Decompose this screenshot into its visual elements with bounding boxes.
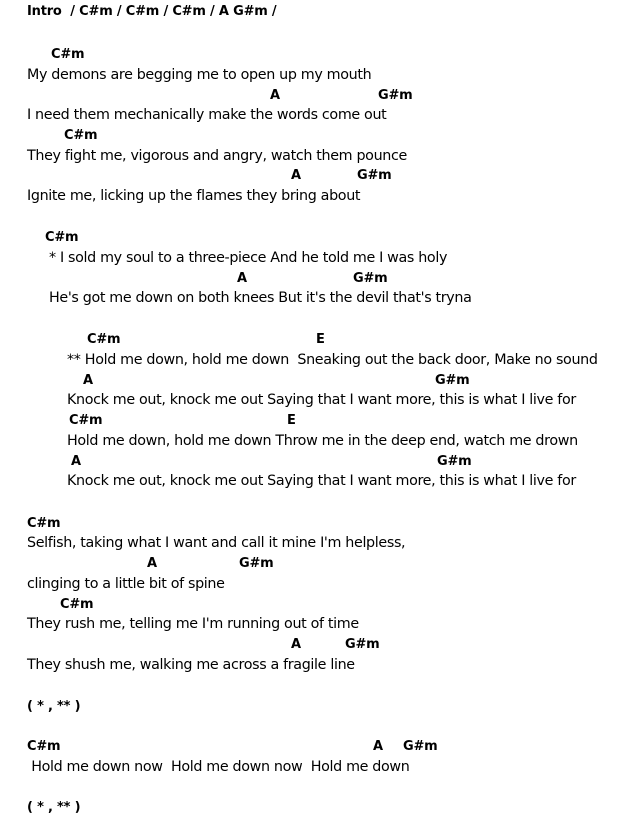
lyric-line: clinging to a little bit of spine bbox=[27, 576, 225, 592]
chord: C#m bbox=[51, 47, 85, 62]
chord: C#m bbox=[27, 516, 61, 531]
chord: A bbox=[147, 556, 157, 571]
lyric-line: Knock me out, knock me out Saying that I want more, this is what I live for bbox=[67, 392, 576, 408]
chord: C#m bbox=[69, 413, 103, 428]
chord: G#m bbox=[239, 556, 274, 571]
chord: C#m bbox=[27, 739, 61, 754]
lyric-line: Hold me down now Hold me down now Hold me down bbox=[27, 759, 410, 775]
chord: A bbox=[291, 168, 301, 183]
chord: G#m bbox=[353, 271, 388, 286]
chord: E bbox=[287, 413, 296, 428]
lyric-line: They shush me, walking me across a fragile line bbox=[27, 657, 355, 673]
chord: C#m bbox=[64, 128, 98, 143]
lyric-line: ** Hold me down, hold me down Sneaking out the back door, Make no sound bbox=[67, 352, 598, 368]
repeat-marker: ( * , ** ) bbox=[27, 699, 81, 714]
lyric-line: They rush me, telling me I'm running out of time bbox=[27, 616, 359, 632]
lyric-line: He's got me down on both knees But it's the devil that's tryna bbox=[49, 290, 472, 306]
chord: C#m bbox=[45, 230, 79, 245]
lyric-line: * I sold my soul to a three-piece And he told me I was holy bbox=[49, 250, 448, 266]
chord: G#m bbox=[437, 454, 472, 469]
lyric-line: Knock me out, knock me out Saying that I want more, this is what I live for bbox=[67, 473, 576, 489]
lyric-line: My demons are begging me to open up my mouth bbox=[27, 67, 372, 83]
chord: G#m bbox=[378, 88, 413, 103]
chord: G#m bbox=[403, 739, 438, 754]
chord: G#m bbox=[357, 168, 392, 183]
lyric-line: I need them mechanically make the words come out bbox=[27, 107, 387, 123]
repeat-marker: ( * , ** ) bbox=[27, 800, 81, 815]
chord: A bbox=[237, 271, 247, 286]
chord: A bbox=[270, 88, 280, 103]
lyric-line: Ignite me, licking up the flames they bring about bbox=[27, 188, 361, 204]
intro-line: Intro / C#m / C#m / C#m / A G#m / bbox=[27, 4, 277, 19]
lyric-line: They fight me, vigorous and angry, watch them pounce bbox=[27, 148, 407, 164]
chord: A bbox=[291, 637, 301, 652]
chord: A bbox=[373, 739, 383, 754]
chord: A bbox=[83, 373, 93, 388]
chord: C#m bbox=[60, 597, 94, 612]
chord: E bbox=[316, 332, 325, 347]
chord: G#m bbox=[345, 637, 380, 652]
chord: C#m bbox=[87, 332, 121, 347]
lyric-line: Hold me down, hold me down Throw me in the deep end, watch me drown bbox=[67, 433, 578, 449]
lyric-line: Selfish, taking what I want and call it mine I'm helpless, bbox=[27, 535, 406, 551]
chord: A bbox=[71, 454, 81, 469]
chord: G#m bbox=[435, 373, 470, 388]
